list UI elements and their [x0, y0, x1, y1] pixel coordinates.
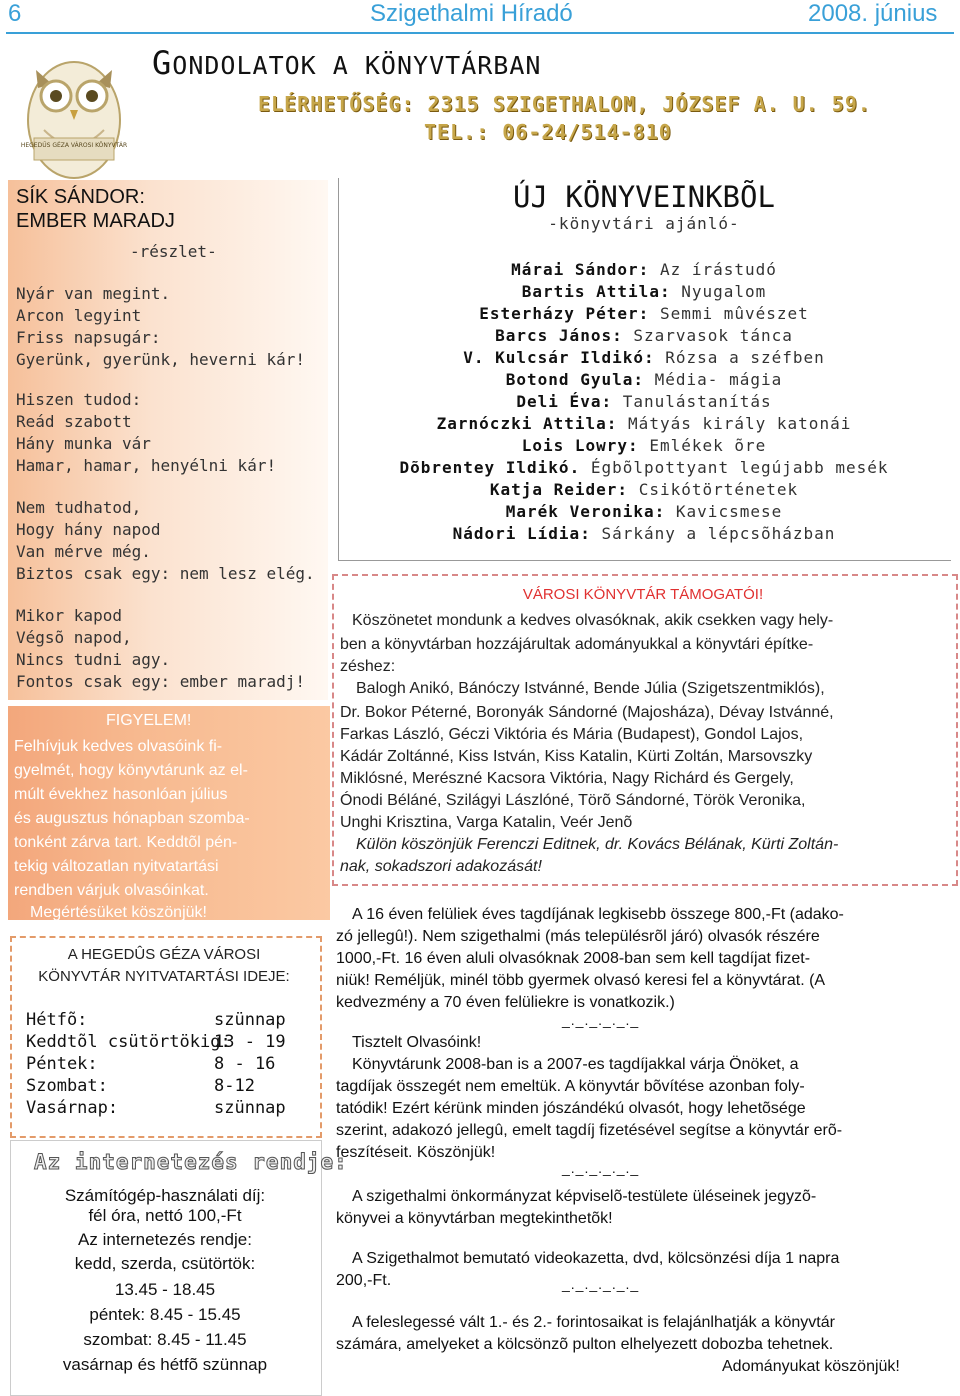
notice-line: rendben várjuk olvasóinkat.	[14, 882, 209, 899]
poem-line: Hamar, hamar, henyélni kár!	[16, 456, 277, 475]
new-books-subtitle: -könyvtári ajánló-	[548, 214, 740, 233]
hours-time: 8-12	[214, 1076, 255, 1096]
poem-line: Végsõ napod,	[16, 628, 132, 647]
book-item: Zarnóczki Attila: Mátyás király katonái	[436, 414, 852, 433]
book-item: Márai Sándor: Az írástudó	[511, 260, 777, 279]
minutes-line: könyvei a könyvtárban megtekinthetõk!	[336, 1210, 613, 1227]
notice-line: tonként zárva tart. Keddtõl pén-	[14, 834, 238, 851]
internet-line: szombat: 8.45 - 11.45	[83, 1330, 247, 1349]
internet-line: Az internetezés rendje:	[78, 1230, 252, 1249]
library-address: ELÉRHETŐSÉG: 2315 SZIGETHALOM, JÓZSEF A. U. 59.	[258, 92, 871, 116]
fees-line: niük! Reméljük, minél több gyermek olvasó keresi fel a könyvtárat. (A	[336, 972, 826, 989]
poem-title: EMBER MARADJ	[16, 210, 175, 232]
poem-line: Biztos csak egy: nem lesz elég.	[16, 564, 315, 583]
book-item: Dõbrentey Ildikó. Égbõlpottyant legújabb mesék	[399, 458, 889, 477]
letter-line: feszítéseit. Köszönjük!	[336, 1144, 496, 1161]
internet-line: 13.45 - 18.45	[114, 1280, 216, 1299]
hours-time: 8 - 16	[214, 1054, 276, 1074]
supporters-line: Köszönetet mondunk a kedves olvasóknak, akik csekken vagy hely-	[352, 612, 834, 629]
book-item: Esterházy Péter: Semmi mûvészet	[479, 304, 809, 323]
supporters-line: Kádár Zoltánné, Kiss István, Kiss Katalin, Kürti Zoltán, Marsovszky	[340, 748, 813, 765]
notice-line: tekig változatlan nyitvatartási	[14, 858, 219, 875]
hours-title: A HEGEDÛS GÉZA VÁROSI	[67, 946, 261, 963]
book-item: Bartis Attila: Nyugalom	[521, 282, 767, 301]
publication-name: Szigethalmi Híradó	[370, 0, 573, 27]
hours-time: szünnap	[214, 1098, 286, 1118]
notice-line: gyelmét, hogy könyvtárunk az el-	[14, 762, 248, 779]
internet-line: kedd, szerda, csütörtök:	[74, 1254, 256, 1273]
supporters-line: Farkas László, Géczi Viktória és Mária (Budapest), Gondol Lajos,	[340, 726, 804, 743]
poem-line: Van mérve még.	[16, 542, 151, 561]
notice-line: múlt évekhez hasonlóan július	[14, 786, 228, 803]
supporters-line: Dr. Bokor Péterné, Boronyák Sándorné (Majosháza), Dévay Istvánné,	[340, 704, 834, 721]
poem-line: Nyár van megint.	[16, 284, 171, 303]
poem-author: SÍK SÁNDOR:	[16, 186, 145, 208]
notice-line: és augusztus hónapban szomba-	[14, 810, 250, 827]
coins-line: számára, amelyeket a kölcsönzõ pulton elhelyezett dobozba tehetnek.	[336, 1336, 834, 1353]
new-books-title: ÚJ KÖNYVEINKBÕL	[513, 180, 775, 214]
book-item: Lois Lowry: Emlékek õre	[521, 436, 767, 455]
hours-day: Péntek:	[26, 1054, 98, 1074]
internet-line: fél óra, nettó 100,-Ft	[88, 1206, 242, 1225]
internet-title: Az internetezés rendje:	[34, 1150, 348, 1174]
notice-line: Felhívjuk kedves olvasóink fi-	[14, 738, 223, 755]
letter-line: Könyvtárunk 2008-ban is a 2007-es tagdíjakkal várja Önöket, a	[352, 1056, 799, 1073]
hours-day: Keddtõl csütörtökig:	[26, 1032, 231, 1052]
separator: _._._._._._	[562, 1276, 640, 1292]
supporters-line: nak, sokadszori adakozását!	[340, 858, 542, 875]
internet-line: péntek: 8.45 - 15.45	[89, 1305, 241, 1324]
page-header	[0, 0, 960, 30]
separator: _._._._._._	[562, 1012, 640, 1028]
book-item: Deli Éva: Tanulástanítás	[516, 392, 772, 411]
library-phone: TEL.: 06-24/514-810	[424, 120, 672, 144]
book-item: Barcs János: Szarvasok tánca	[495, 326, 793, 345]
book-item: Marék Veronika: Kavicsmese	[505, 502, 783, 521]
supporters-line: Külön köszönjük Ferenczi Editnek, dr. Kovács Bélának, Kürti Zoltán-	[356, 836, 839, 853]
hours-day: Szombat:	[26, 1076, 108, 1096]
separator: _._._._._._	[562, 1160, 640, 1176]
poem-line: Mikor kapod	[16, 606, 122, 625]
notice-line: Megértésüket köszönjük!	[30, 904, 207, 921]
internet-line: Számítógép-használati díj:	[64, 1186, 266, 1205]
poem-line: Fontos csak egy: ember maradj!	[16, 672, 305, 691]
hours-time: 13 - 19	[214, 1032, 286, 1052]
fees-line: 1000,-Ft. 16 éven aluli olvasóknak 2008-ban sem kell tagdíjat fizet-	[336, 950, 811, 967]
poem-line: Friss napsugár:	[16, 328, 161, 347]
book-item: Nádori Lídia: Sárkány a lépcsõházban	[452, 524, 836, 543]
hours-title: KÖNYVTÁR NYITVATARTÁSI IDEJE:	[38, 968, 290, 985]
video-line: A Szigethalmot bemutató videokazetta, dvd, kölcsönzési díja 1 napra	[352, 1250, 840, 1267]
book-item: Botond Gyula: Média- mágia	[505, 370, 783, 389]
header-rule	[6, 32, 954, 34]
fees-line: zó jellegû!). Nem szigethalmi (más településrõl járó) olvasók részére	[336, 928, 820, 945]
owl-logo-icon	[18, 40, 130, 180]
supporters-line: zéshez:	[340, 658, 396, 675]
poem-line: Arcon legyint	[16, 306, 142, 325]
supporters-line: Ónodi Béláné, Szilágyi Lászlóné, Törõ Sándorné, Török Veronika,	[340, 792, 806, 809]
supporters-line: Unghi Krisztina, Varga Katalin, Veér Jenõ	[340, 814, 633, 831]
fees-line: A 16 éven felüliek éves tagdíjának legkisebb összege 800,-Ft (adako-	[352, 906, 844, 923]
hours-time: szünnap	[214, 1010, 286, 1030]
video-line: 200,-Ft.	[336, 1272, 392, 1289]
coins-thanks: Adományukat köszönjük!	[722, 1358, 900, 1375]
minutes-line: A szigethalmi önkormányzat képviselõ-testülete üléseinek jegyzõ-	[352, 1188, 817, 1205]
supporters-title: VÁROSI KÖNYVTÁR TÁMOGATÓI!	[522, 586, 764, 603]
poem-line: Nem tudhatod,	[16, 498, 142, 517]
poem-note: -részlet-	[130, 242, 217, 261]
page-title: GONDOLATOK A KÖNYVTÁRBAN	[152, 44, 542, 82]
supporters-line: Miklósné, Merészné Kacsora Viktória, Nagy Richárd és Gergely,	[340, 770, 794, 787]
letter-line: szerint, adakozó jellegû, emelt tagdíj fizetésével segítse a könyvtár erõ-	[336, 1122, 843, 1139]
poem-line: Nincs tudni agy.	[16, 650, 171, 669]
poem-line: Hiszen tudod:	[16, 390, 142, 409]
letter-line: tatódik! Ezért kérünk minden jószándékú olvasót, hogy lehetõsége	[336, 1100, 806, 1117]
book-item: Katja Reider: Csikótörténetek	[489, 480, 799, 499]
coins-line: A feleslegessé vált 1.- és 2.- forintosaikat is felajánlhatják a könyvtár	[352, 1314, 835, 1331]
hours-day: Vasárnap:	[26, 1098, 119, 1118]
hours-day: Hétfõ:	[26, 1010, 88, 1030]
poem-line: Hogy hány napod	[16, 520, 161, 539]
notice-heading: FIGYELEM!	[106, 712, 192, 729]
poem-line: Hány munka vár	[16, 434, 151, 453]
poem-line: Gyerünk, gyerünk, heverni kár!	[16, 350, 305, 369]
supporters-line: ben a könyvtárban hozzájárultak adományukkal a könyvtári építke-	[340, 636, 814, 653]
letter-greeting: Tisztelt Olvasóink!	[352, 1034, 482, 1051]
page-number: 6	[8, 0, 22, 27]
logo-text: HEGEDŰS GÉZA VÁROSI KÖNYVTÁR	[20, 142, 128, 149]
book-item: V. Kulcsár Ildikó: Rózsa a széfben	[463, 348, 825, 367]
poem-line: Reád szabott	[16, 412, 132, 431]
internet-line: vasárnap és hétfõ szünnap	[62, 1355, 268, 1374]
supporters-line: Balogh Anikó, Bánóczy Istvánné, Bende Júlia (Szigetszentmiklós),	[356, 680, 825, 697]
fees-line: kedvezmény a 70 éven felüliekre is vonatkozik.)	[336, 994, 675, 1011]
issue-date: 2008. június	[808, 0, 938, 27]
letter-line: tagdíjak összegét nem emeltük. A könyvtár bõvítése azonban foly-	[336, 1078, 805, 1095]
